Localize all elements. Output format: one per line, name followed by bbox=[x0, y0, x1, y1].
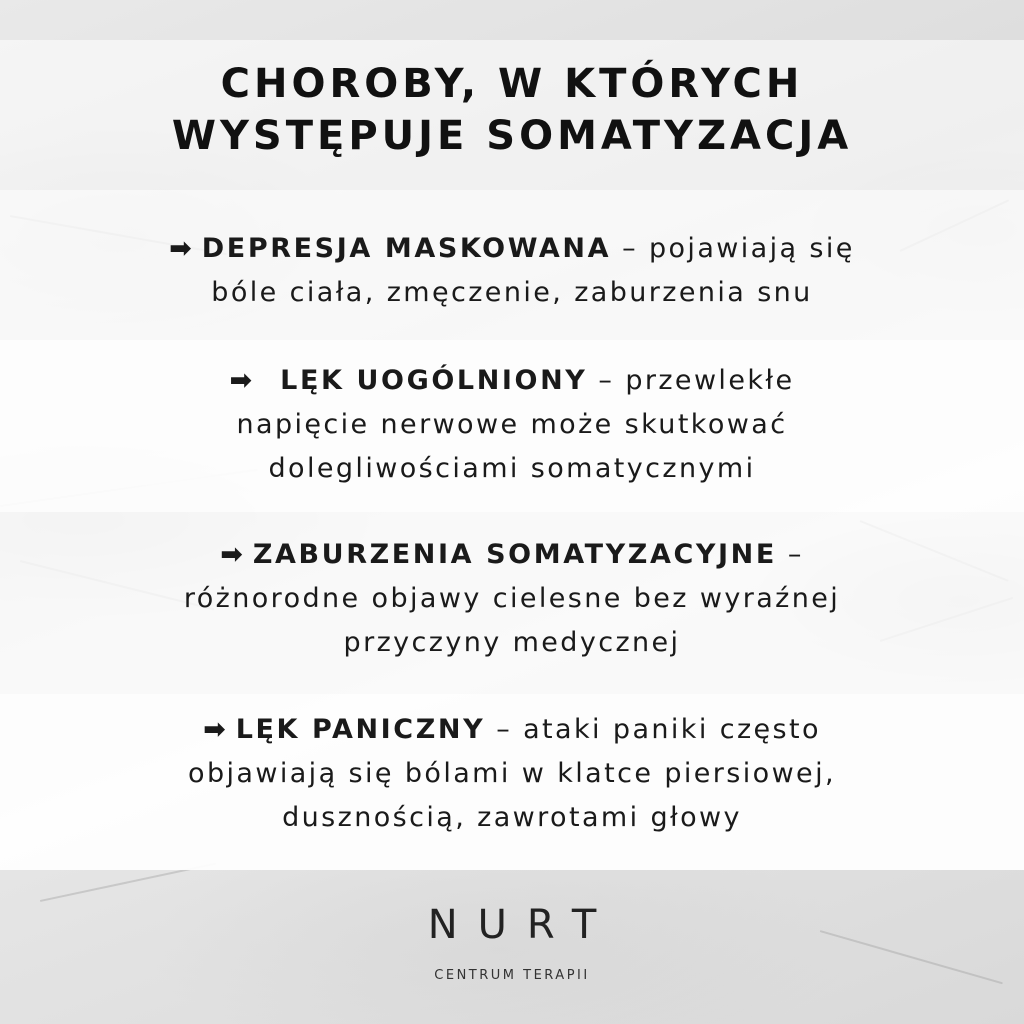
item-desc: – pojawiają się bbox=[611, 233, 855, 264]
arrow-right-icon: ➡ bbox=[203, 714, 226, 745]
page-title-line-2: WYSTĘPUJE SOMATYZACJA bbox=[171, 113, 853, 159]
item-line bbox=[60, 708, 964, 752]
list-item-lek-uogolniony bbox=[60, 359, 964, 491]
item-term: DEPRESJA MASKOWANA bbox=[201, 233, 612, 264]
list-item-zaburzenia bbox=[60, 533, 964, 665]
list-item-depresja bbox=[60, 227, 964, 315]
item-desc-line: napięcie nerwowe może skutkować bbox=[236, 409, 788, 440]
arrow-right-icon: ➡ bbox=[229, 365, 253, 396]
item-desc-line: dolegliwościami somatycznymi bbox=[268, 453, 756, 484]
item-line bbox=[60, 359, 964, 403]
item-desc: – ataki paniki często bbox=[485, 714, 821, 745]
item-desc: – przewlekłe bbox=[587, 365, 795, 396]
arrow-right-icon: ➡ bbox=[220, 539, 243, 570]
brand-logo: NURT bbox=[427, 902, 617, 948]
item-desc-line: różnorodne objawy cielesne bez wyraźnej bbox=[183, 583, 841, 614]
item-term: LĘK UOGÓLNIONY bbox=[280, 365, 588, 396]
arrow-right-icon: ➡ bbox=[169, 233, 192, 264]
item-desc: – bbox=[776, 539, 804, 570]
item-desc-line: objawiają się bólami w klatce piersiowej, bbox=[188, 758, 836, 789]
page-title-line-1: CHOROBY, W KTÓRYCH bbox=[220, 61, 804, 107]
item-desc-line: bóle ciała, zmęczenie, zaburzenia snu bbox=[211, 277, 813, 308]
item-desc-line: przyczyny medycznej bbox=[343, 627, 681, 658]
item-term: LĘK PANICZNY bbox=[235, 714, 486, 745]
item-term: ZABURZENIA SOMATYZACYJNE bbox=[252, 539, 777, 570]
item-line bbox=[60, 533, 964, 577]
item-desc-line: dusznością, zawrotami głowy bbox=[282, 802, 742, 833]
item-line bbox=[60, 227, 964, 271]
page-title bbox=[0, 58, 1024, 162]
list-item-lek-paniczny bbox=[60, 708, 964, 840]
brand-subtitle: CENTRUM TERAPII bbox=[434, 968, 590, 983]
